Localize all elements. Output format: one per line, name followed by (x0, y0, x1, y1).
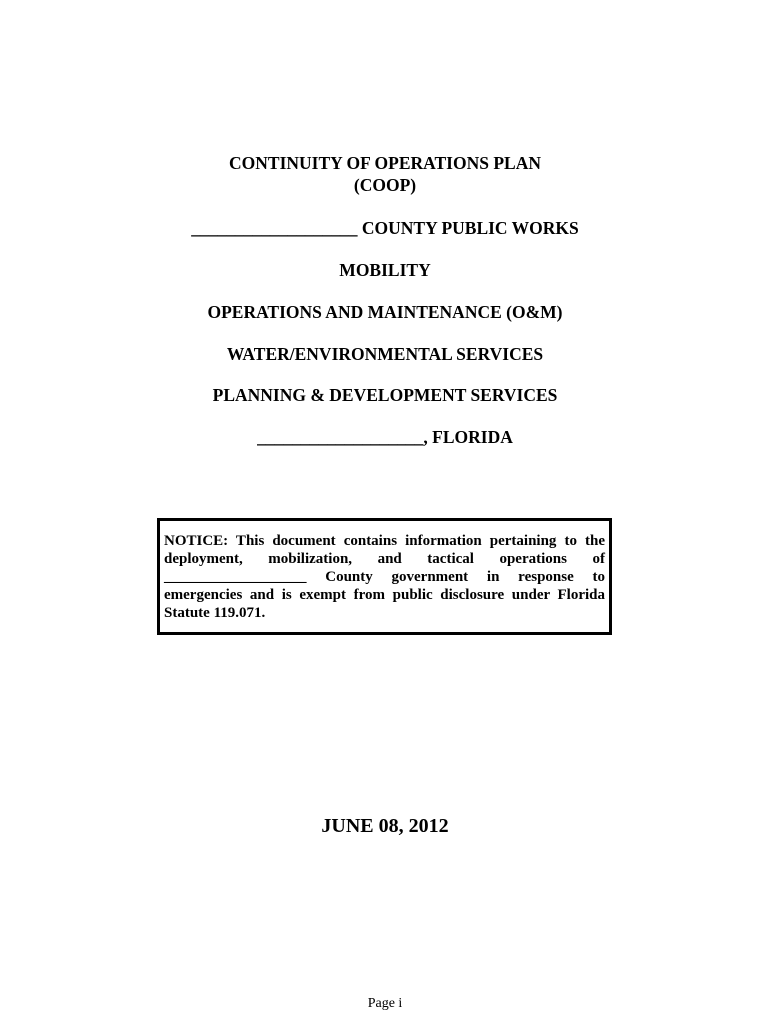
plan-title: CONTINUITY OF OPERATIONS PLAN (229, 153, 541, 173)
page-number: Page i (367, 996, 403, 1011)
division-planning-development: PLANNING & DEVELOPMENT SERVICES (212, 385, 558, 405)
location-line: ___________________, FLORIDA (257, 427, 513, 447)
document-date: JUNE 08, 2012 (321, 815, 449, 837)
division-mobility: MOBILITY (339, 260, 431, 280)
division-operations-maintenance: OPERATIONS AND MAINTENANCE (O&M) (207, 302, 563, 322)
agency-line: ___________________ COUNTY PUBLIC WORKS (191, 218, 579, 238)
notice-text: NOTICE: This document contains information pertaining to the deployment, mobilization, and tactical operations of ___________________ County government in response to emergencies and is exempt from public disclosure under Florida Statute 119.071. (164, 533, 605, 621)
plan-acronym: (COOP) (353, 175, 417, 195)
notice-box (157, 518, 612, 635)
division-water-environmental: WATER/ENVIRONMENTAL SERVICES (226, 344, 544, 364)
